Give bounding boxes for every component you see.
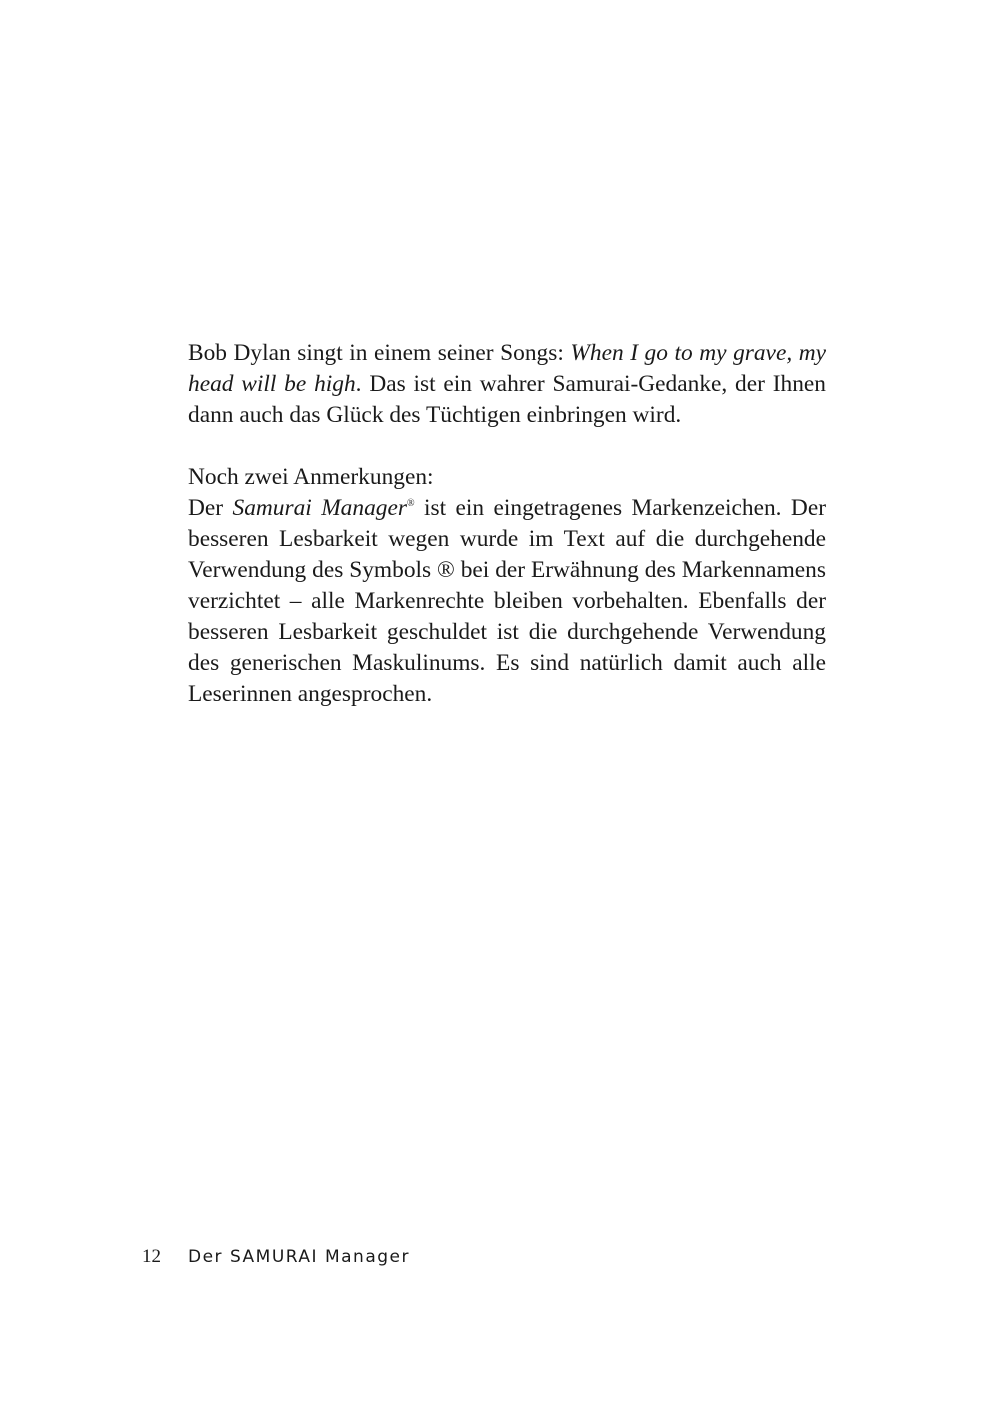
paragraph-trademark-note — [188, 493, 826, 710]
running-title: Der SAMURAI Manager — [188, 1247, 410, 1267]
paragraph-dylan-quote — [188, 338, 826, 431]
song-quote: When I go to my grave, my head will be high — [188, 340, 826, 397]
brand-name: Samurai Manager — [232, 495, 407, 521]
paragraph-spacer — [188, 431, 826, 462]
paragraph-text: Der — [188, 495, 233, 521]
registered-mark: ® — [406, 498, 415, 509]
paragraph-text: ist ein eingetragenes Markenzeichen. Der besseren Lesbarkeit wegen wurde im Text auf die durchgehende Verwendung des Symbols ® bei der Erwähnung des Markennamens verzichtet – alle Markenrechte bleiben vorbehalten. Ebenfalls der besseren Lesbarkeit geschuldet ist die durchgehende Verwendung des generischen Maskulinums. Es sind natürlich damit auch alle Leserinnen angesprochen. — [188, 495, 826, 707]
page-footer — [142, 1246, 410, 1268]
body-text — [188, 338, 826, 710]
paragraph-text: . Das ist ein wahrer Samurai-Gedanke, der Ihnen dann auch das Glück des Tüchtigen einbringen wird. — [188, 371, 826, 428]
page-number: 12 — [142, 1246, 161, 1267]
notes-heading: Noch zwei Anmerkungen: — [188, 464, 434, 490]
paragraph-text: Bob Dylan singt in einem seiner Songs: — [188, 340, 571, 366]
